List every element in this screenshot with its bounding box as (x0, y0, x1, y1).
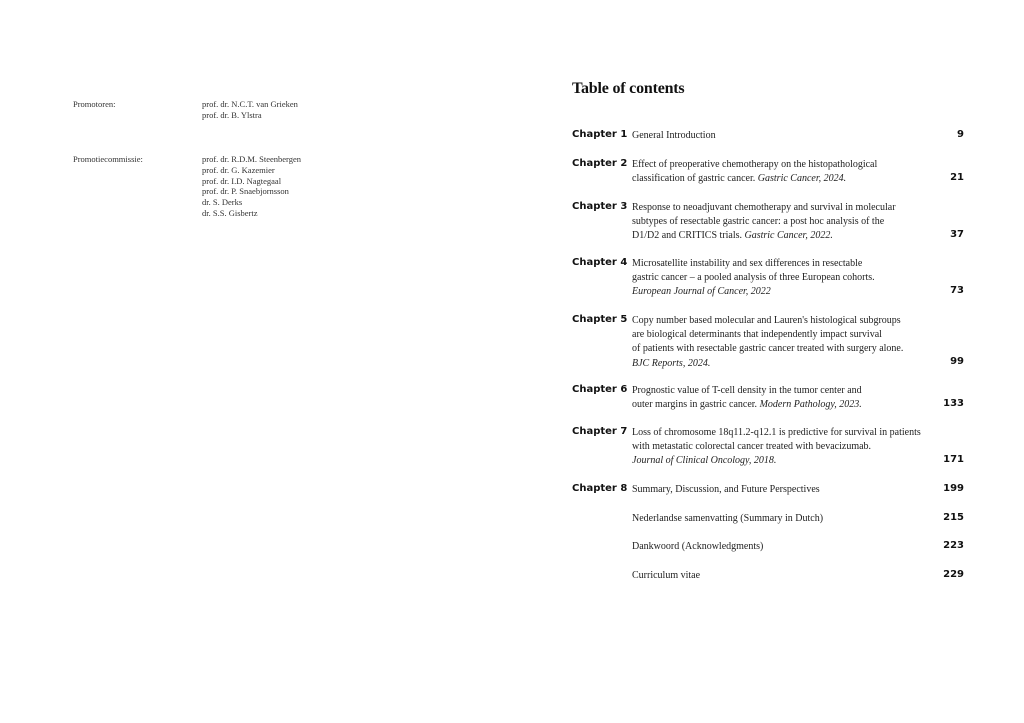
title-line: Effect of preoperative chemotherapy on the histopathological (632, 159, 878, 170)
chapter-title (632, 426, 932, 469)
page-number: 215 (943, 512, 964, 523)
title-line: General Introduction (632, 130, 716, 141)
title-line: Loss of chromosome 18q11.2-q12.1 is predictive for survival in patients (632, 427, 921, 438)
commissie-name: prof. dr. P. Snaebjornsson (202, 186, 289, 197)
commissie-label: Promotiecommissie: (73, 154, 143, 164)
chapter-title (632, 129, 932, 143)
page-number: 223 (943, 540, 964, 551)
commissie-name: dr. S.S. Gisbertz (202, 207, 258, 218)
title-line (632, 229, 932, 243)
title-line (632, 285, 932, 299)
promotor-name: prof. dr. N.C.T. van Grieken (202, 99, 298, 109)
journal-citation: BJC Reports, 2024. (632, 357, 711, 369)
chapter-title (632, 257, 932, 300)
promotor-name: prof. dr. B. Ylstra (202, 109, 262, 120)
commissie-names (202, 154, 301, 219)
chapter-number: Chapter 2 (572, 158, 628, 169)
title-line (632, 172, 932, 186)
title-text: classification of gastric cancer. (632, 173, 758, 185)
page-number: 73 (950, 285, 964, 296)
page-number: 99 (950, 356, 964, 367)
chapter-number: Chapter 4 (572, 257, 628, 268)
chapter-title (632, 483, 932, 497)
journal-citation: Gastric Cancer, 2024. (757, 173, 847, 185)
journal-citation: European Journal of Cancer, 2022 (632, 286, 771, 298)
title-line: Microsatellite instability and sex differences in resectable (632, 258, 863, 269)
chapter-title (632, 314, 932, 371)
title-line (632, 398, 932, 412)
title-line: subtypes of resectable gastric cancer: a post hoc analysis of the (632, 216, 885, 228)
title-line: are biological determinants that independently impact survival (632, 329, 882, 341)
title-line (632, 454, 932, 468)
title-line: gastric cancer – a pooled analysis of three European cohorts. (632, 272, 875, 284)
title-line: Prognostic value of T-cell density in the tumor center and (632, 385, 862, 396)
promotoren-label: Promotoren: (73, 99, 116, 109)
title-line: Curriculum vitae (632, 570, 701, 581)
page-number: 133 (943, 398, 964, 409)
journal-citation: Journal of Clinical Oncology, 2018. (632, 455, 777, 467)
chapter-title (632, 384, 932, 412)
chapter-title (632, 158, 932, 186)
chapter-number: Chapter 7 (572, 426, 628, 437)
title-line: Dankwoord (Acknowledgments) (632, 541, 764, 552)
title-line (632, 357, 932, 371)
title-line: Response to neoadjuvant chemotherapy and survival in molecular (632, 202, 896, 213)
page-number: 199 (943, 483, 964, 494)
commissie-name: prof. dr. I.D. Nagtegaal (202, 175, 282, 186)
title-line: Nederlandse samenvatting (Summary in Dutch) (632, 513, 824, 524)
toc-title: Table of contents (572, 80, 685, 97)
page-number: 9 (957, 129, 964, 140)
right-page (512, 0, 1024, 723)
section-title (632, 569, 932, 583)
chapter-number: Chapter 3 (572, 201, 628, 212)
chapter-number: Chapter 8 (572, 483, 628, 494)
section-title (632, 512, 932, 526)
page-number: 37 (950, 229, 964, 240)
title-line: with metastatic colorectal cancer treated with bevacizumab. (632, 441, 872, 453)
page-number: 21 (950, 172, 964, 183)
chapter-title (632, 201, 932, 244)
title-text: outer margins in gastric cancer. (632, 399, 760, 411)
page-number: 229 (943, 569, 964, 580)
title-line: Copy number based molecular and Lauren's histological subgroups (632, 315, 901, 326)
chapter-number: Chapter 1 (572, 129, 628, 140)
section-title (632, 540, 932, 554)
commissie-name: dr. S. Derks (202, 197, 243, 208)
promotoren-names (202, 99, 298, 121)
commissie-name: prof. dr. G. Kazemier (202, 164, 275, 175)
chapter-number: Chapter 5 (572, 314, 628, 325)
title-line: Summary, Discussion, and Future Perspectives (632, 484, 820, 495)
title-line: of patients with resectable gastric cancer treated with surgery alone. (632, 343, 904, 355)
title-text: D1/D2 and CRITICS trials. (632, 230, 745, 242)
chapter-number: Chapter 6 (572, 384, 628, 395)
journal-citation: Modern Pathology, 2023. (759, 399, 862, 411)
commissie-name: prof. dr. R.D.M. Steenbergen (202, 154, 301, 164)
page-number: 171 (943, 454, 964, 465)
journal-citation: Gastric Cancer, 2022. (744, 230, 833, 242)
